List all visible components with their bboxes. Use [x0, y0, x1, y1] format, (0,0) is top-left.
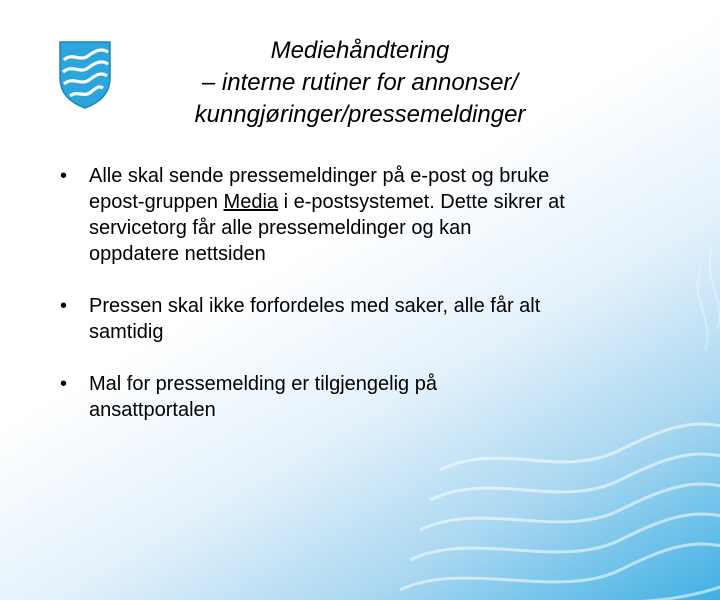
wave-line — [698, 270, 708, 350]
bullet-text: epost-gruppen — [89, 191, 224, 213]
bullet-line: Alle skal sende pressemeldinger på e-post og bruke — [89, 165, 550, 187]
bullet-item — [58, 293, 678, 345]
slide-title — [120, 35, 600, 131]
bullet-item — [58, 163, 678, 267]
title-line: kunngjøringer/pressemeldinger — [194, 101, 526, 128]
wave-line — [710, 250, 720, 330]
bullet-list — [58, 163, 678, 449]
bullet-text: i e-postsystemet. Dette sikrer at — [278, 191, 565, 213]
title-line: – interne rutiner for annonser/ — [201, 69, 519, 96]
bullet-item — [58, 371, 678, 423]
media-group-link[interactable]: Media — [223, 191, 279, 213]
bullet-point: • — [60, 295, 68, 317]
bullet-line: servicetorg får alle pressemeldinger og kan — [89, 217, 472, 239]
bullet-point: • — [60, 373, 68, 395]
bullet-line: Mal for pressemelding er tilgjengelig på — [89, 373, 437, 395]
bullet-line: samtidig — [89, 321, 164, 343]
coat-of-arms-logo — [58, 40, 112, 110]
bullet-line: Pressen skal ikke forfordeles med saker, alle får alt — [89, 295, 541, 317]
bullet-point: • — [60, 165, 68, 187]
bullet-line — [89, 189, 678, 215]
bullet-line: ansattportalen — [89, 399, 216, 421]
title-line: Mediehåndtering — [270, 37, 450, 64]
bullet-line: oppdatere nettsiden — [89, 243, 266, 265]
